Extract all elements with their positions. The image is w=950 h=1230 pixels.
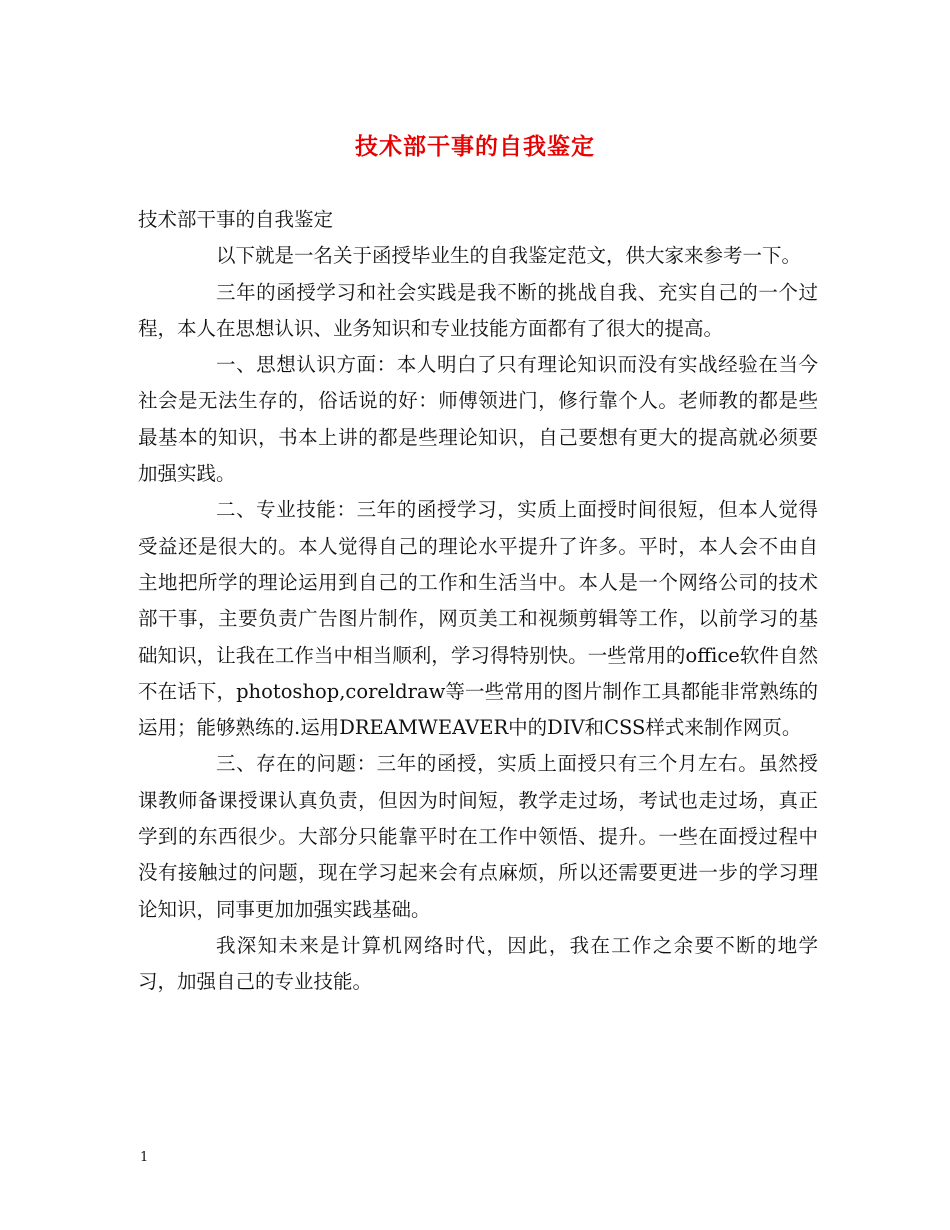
document-title: 技术部干事的自我鉴定 — [355, 133, 595, 160]
paragraph-overview: 三年的函授学习和社会实践是我不断的挑战自我、充实自己的一个过程，本人在思想认识、业务知识和专业技能方面都有了很大的提高。 — [138, 280, 818, 340]
document-body — [138, 202, 818, 1001]
page-number: 1 — [140, 1150, 149, 1165]
paragraph-skills: 二、专业技能：三年的函授学习，实质上面授时间很短，但本人觉得受益还是很大的。本人觉得自己的理论水平提升了许多。平时，本人会不由自主地把所学的理论运用到自己的工作和生活当中。本人是一个网络公司的技术部干事，主要负责广告图片制作，网页美工和视频剪辑等工作，以前学习的基础知识，让我在工作当中相当顺利，学习得特别快。一些常用的office软件自然不在话下，photoshop,coreldraw等一些常用的图片制作工具都能非常熟练的运用；能够熟练的.运用DREAMWEAVER中的DIV和CSS样式来制作网页。 — [138, 498, 818, 740]
paragraph-conclusion: 我深知未来是计算机网络时代，因此，我在工作之余要不断的地学习，加强自己的专业技能。 — [138, 933, 818, 994]
paragraph-problems: 三、存在的问题：三年的函授，实质上面授只有三个月左右。虽然授课教师备课授课认真负责，但因为时间短，教学走过场，考试也走过场，真正学到的东西很少。大部分只能靠平时在工作中领悟、提升。一些在面授过程中没有接触过的问题，现在学习起来会有点麻烦，所以还需要更进一步的学习理论知识，同事更加加强实践基础。 — [138, 752, 818, 921]
paragraph-intro: 以下就是一名关于函授毕业生的自我鉴定范文，供大家来参考一下。 — [216, 244, 802, 268]
document-subtitle: 技术部干事的自我鉴定 — [138, 208, 334, 231]
paragraph-thinking: 一、思想认识方面：本人明白了只有理论知识而没有实战经验在当今社会是无法生存的，俗话说的好：师傅领进门，修行靠个人。老师教的都是些最基本的知识，书本上讲的都是些理论知识，自己要想有更大的提高就必须要加强实践。 — [138, 353, 818, 486]
